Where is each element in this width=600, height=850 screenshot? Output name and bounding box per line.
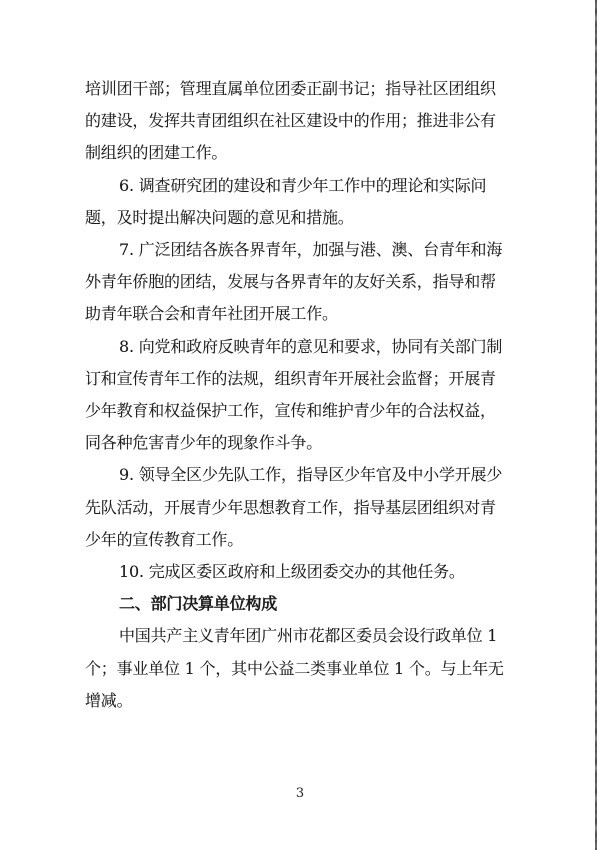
text-line: 10. 完成区委区政府和上级团委交办的其他任务。	[119, 562, 465, 582]
paragraph-duty-item-10	[85, 556, 499, 588]
text-line: 同各种危害青少年的现象作斗争。	[85, 433, 323, 453]
section-heading-text: 二、部门决算单位构成	[119, 594, 278, 614]
text-line: 8. 向党和政府反映青年的意见和要求，协同有关部门制	[119, 336, 503, 356]
text-line: 先队活动，开展青少年思想教育工作，指导基层团组织对青	[85, 497, 496, 517]
text-line: 题，及时提出解决问题的意见和措施。	[85, 207, 354, 227]
text-line: 少年的宣传教育工作。	[85, 529, 244, 549]
text-line: 制组织的团建工作。	[85, 143, 228, 163]
text-line: 中国共产主义青年团广州市花都区委员会设行政单位 1	[119, 626, 498, 646]
text-line: 个；事业单位 1 个，其中公益二类事业单位 1 个。与上年无	[85, 658, 504, 678]
text-line: 6. 调查研究团的建设和青少年工作中的理论和实际问	[119, 175, 487, 195]
text-line: 7. 广泛团结各族各界青年，加强与港、澳、台青年和海	[119, 240, 503, 260]
paragraph-duty-item-8	[85, 331, 503, 460]
text-line: 增减。	[85, 690, 133, 710]
text-line: 少年教育和权益保护工作，宣传和维护青少年的合法权益，	[85, 401, 496, 421]
text-line: 的建设，发挥共青团组织在社区建设中的作用；推进非公有	[85, 111, 496, 131]
text-line: 9. 领导全区少先队工作，指导区少年官及中小学开展少	[119, 465, 503, 485]
text-line: 订和宣传青年工作的法规，组织青年开展社会监督；开展青	[85, 368, 496, 388]
text-line: 培训团干部；管理直属单位团委正副书记；指导社区团组织	[85, 79, 496, 98]
paragraph-duty-item-6	[85, 170, 499, 234]
paragraph-duty-item-7	[85, 234, 503, 331]
section-heading	[85, 588, 499, 620]
text-line: 助青年联合会和青年社团开展工作。	[85, 304, 338, 324]
page-number: 3	[295, 786, 305, 801]
scan-edge-artifact	[595, 0, 597, 850]
paragraph-duty-item-9	[85, 459, 503, 556]
paragraph-duty-item-5-continuation	[85, 73, 499, 170]
paragraph-section-2-body	[85, 620, 504, 717]
document-body	[85, 73, 504, 717]
text-line: 外青年侨胞的团结，发展与各界青年的友好关系，指导和帮	[85, 272, 496, 292]
